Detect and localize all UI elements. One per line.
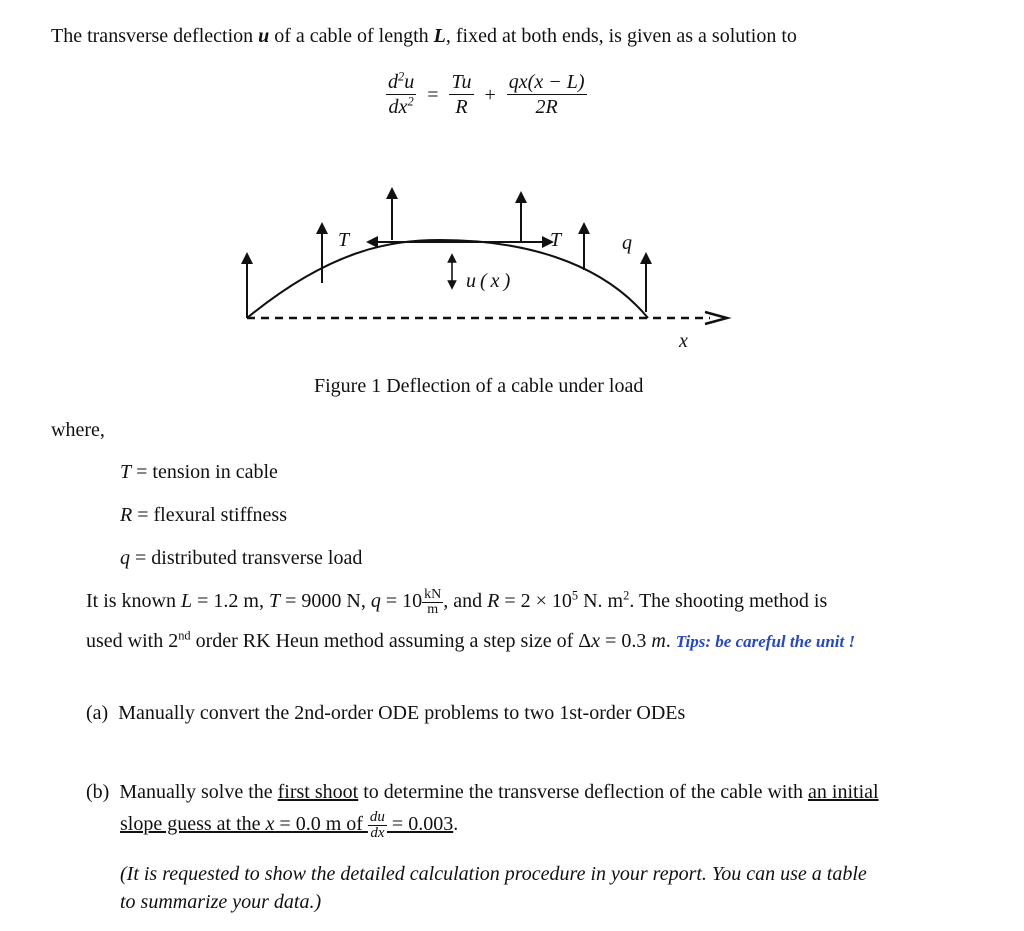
intro-text-1: The transverse deflection: [51, 25, 259, 47]
label-T-right: T: [550, 229, 562, 251]
label-q: q: [622, 232, 632, 254]
intro-line: [51, 24, 797, 48]
part-b-line-1: (b) Manually solve the first shoot to determine the transverse deflection of the cable with an initial: [86, 781, 879, 803]
known-line-1: It is known L = 1.2 m, T = 9000 N, q = 10 $\frac{kN}{m}$ , and $R = 2 \times 10^5$ N. $m^2$. The shooting method is: [86, 587, 828, 617]
intro-text-3: , fixed at both ends, is given as a solution to: [445, 25, 797, 47]
def-R: R = flexural stiffness: [120, 504, 287, 526]
var-L: L: [433, 25, 446, 47]
intro-text-2: of a cable of length: [269, 25, 434, 47]
term2-fraction: $\frac{qx(x - L)}{2R}$: [508, 71, 585, 118]
def-q: q = distributed transverse load: [120, 547, 363, 569]
known-line-2: used with 2nd order RK Heun method assuming a step size of Δx = 0.3 m. Tips: be careful the unit !: [86, 628, 856, 652]
part-b-line-2: slope guess at the x = 0.0 m of $\frac{du}{dx}$ = 0.003.: [120, 809, 459, 841]
cable-curve: [247, 240, 648, 318]
equals-sign: =: [427, 83, 439, 106]
def-T: T = tension in cable: [120, 461, 278, 483]
part-b-note-1: (It is requested to show the detailed calculation procedure in your report. You can use a table: [120, 863, 867, 885]
part-b-note-2: to summarize your data.): [120, 891, 322, 913]
label-T-left: T: [338, 229, 350, 251]
part-a: (a) Manually convert the 2nd-order ODE problems to two 1st-order ODEs: [86, 702, 686, 724]
var-u: u: [258, 25, 270, 47]
figure-caption: Figure 1 Deflection of a cable under load: [314, 375, 644, 397]
governing-equation: [386, 70, 587, 132]
label-x-axis: x: [679, 330, 688, 352]
tips-note: Tips: be careful the unit !: [675, 632, 856, 651]
du-dx-fraction: $\frac{du}{dx}$: [369, 809, 385, 841]
term1-fraction: $\frac{Tu}{R}$: [451, 71, 472, 118]
label-u-x: u ( x ): [466, 270, 511, 292]
q-unit-fraction: $\frac{kN}{m}$: [424, 587, 442, 617]
where-heading: where,: [51, 419, 105, 441]
lhs-fraction: $\frac{d^2u}{dx^2}$: [388, 69, 415, 118]
plus-sign: +: [484, 83, 496, 106]
x-axis-arrowhead: [705, 312, 727, 324]
